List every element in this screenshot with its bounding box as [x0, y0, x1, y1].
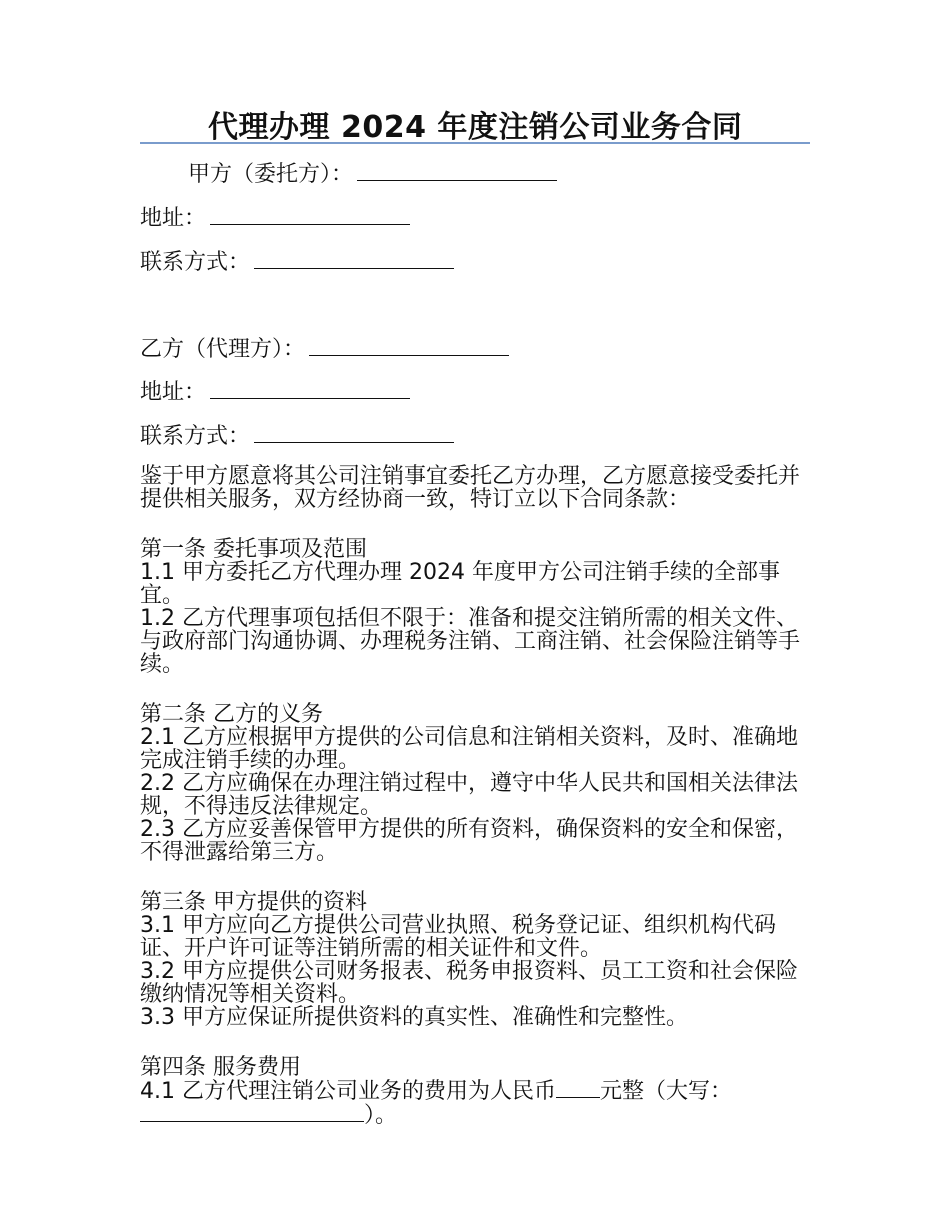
party-b-name-blank[interactable] — [309, 335, 509, 356]
clause-3-3: 3.3 甲方应保证所提供资料的真实性、准确性和完整性。 — [140, 1005, 688, 1030]
clause-2-2: 2.2 乙方应确保在办理注销过程中，遵守中华人民共和国相关法律法规，不得违反法律规定。 — [140, 771, 798, 819]
fee-prefix: 4.1 乙方代理注销公司业务的费用为人民币 — [140, 1079, 556, 1104]
clause-2-3: 2.3 乙方应妥善保管甲方提供的所有资料，确保资料的安全和保密，不得泄露给第三方。 — [140, 817, 798, 865]
party-a-address-line — [140, 204, 410, 233]
party-a-contact-line — [140, 248, 454, 277]
party-b-address-label: 地址： — [140, 380, 207, 405]
fee-middle: 元整（大写： — [599, 1079, 732, 1104]
clause-4-1 — [140, 1079, 812, 1127]
title-bar — [140, 100, 810, 144]
party-a-contact-label: 联系方式： — [140, 250, 251, 275]
article-4-heading: 第四条 服务费用 — [140, 1055, 301, 1080]
party-b-contact-label: 联系方式： — [140, 424, 251, 449]
party-a-name-blank[interactable] — [357, 160, 557, 181]
clause-1-2: 1.2 乙方代理事项包括但不限于：准备和提交注销所需的相关文件、与政府部门沟通协调、办理税务注销、工商注销、社会保险注销等手续。 — [140, 606, 801, 677]
clause-3-1: 3.1 甲方应向乙方提供公司营业执照、税务登记证、组织机构代码证、开户许可证等注销所需的相关证件和文件。 — [140, 913, 776, 961]
party-b-address-line — [140, 378, 410, 407]
fee-uppercase-blank[interactable] — [140, 1103, 364, 1122]
party-b-label: 乙方（代理方）： — [140, 337, 306, 362]
article-3-heading: 第三条 甲方提供的资料 — [140, 890, 367, 915]
party-b-address-blank[interactable] — [210, 378, 410, 399]
party-a-address-blank[interactable] — [210, 204, 410, 225]
party-a-label: 甲方（委托方）： — [188, 162, 354, 187]
clause-3-2: 3.2 甲方应提供公司财务报表、税务申报资料、员工工资和社会保险缴纳情况等相关资料。 — [140, 959, 798, 1007]
article-2-heading: 第二条 乙方的义务 — [140, 702, 323, 727]
contract-body — [140, 465, 812, 1127]
party-b-line — [140, 335, 509, 364]
preamble: 鉴于甲方愿意将其公司注销事宜委托乙方办理，乙方愿意接受委托并提供相关服务，双方经协商一致，特订立以下合同条款： — [140, 464, 801, 512]
party-a-line — [188, 160, 557, 189]
party-a-address-label: 地址： — [140, 206, 207, 231]
party-b-contact-line — [140, 422, 454, 451]
fee-suffix: ）。 — [364, 1103, 398, 1128]
document-title: 代理办理 2024 年度注销公司业务合同 — [208, 110, 743, 145]
clause-1-1: 1.1 甲方委托乙方代理办理 2024 年度甲方公司注销手续的全部事宜。 — [140, 560, 780, 608]
article-1-heading: 第一条 委托事项及范围 — [140, 537, 367, 562]
clause-2-1: 2.1 乙方应根据甲方提供的公司信息和注销相关资料，及时、准确地完成注销手续的办理。 — [140, 725, 798, 773]
fee-amount-blank[interactable] — [556, 1079, 600, 1098]
party-b-contact-blank[interactable] — [254, 422, 454, 443]
party-a-contact-blank[interactable] — [254, 248, 454, 269]
